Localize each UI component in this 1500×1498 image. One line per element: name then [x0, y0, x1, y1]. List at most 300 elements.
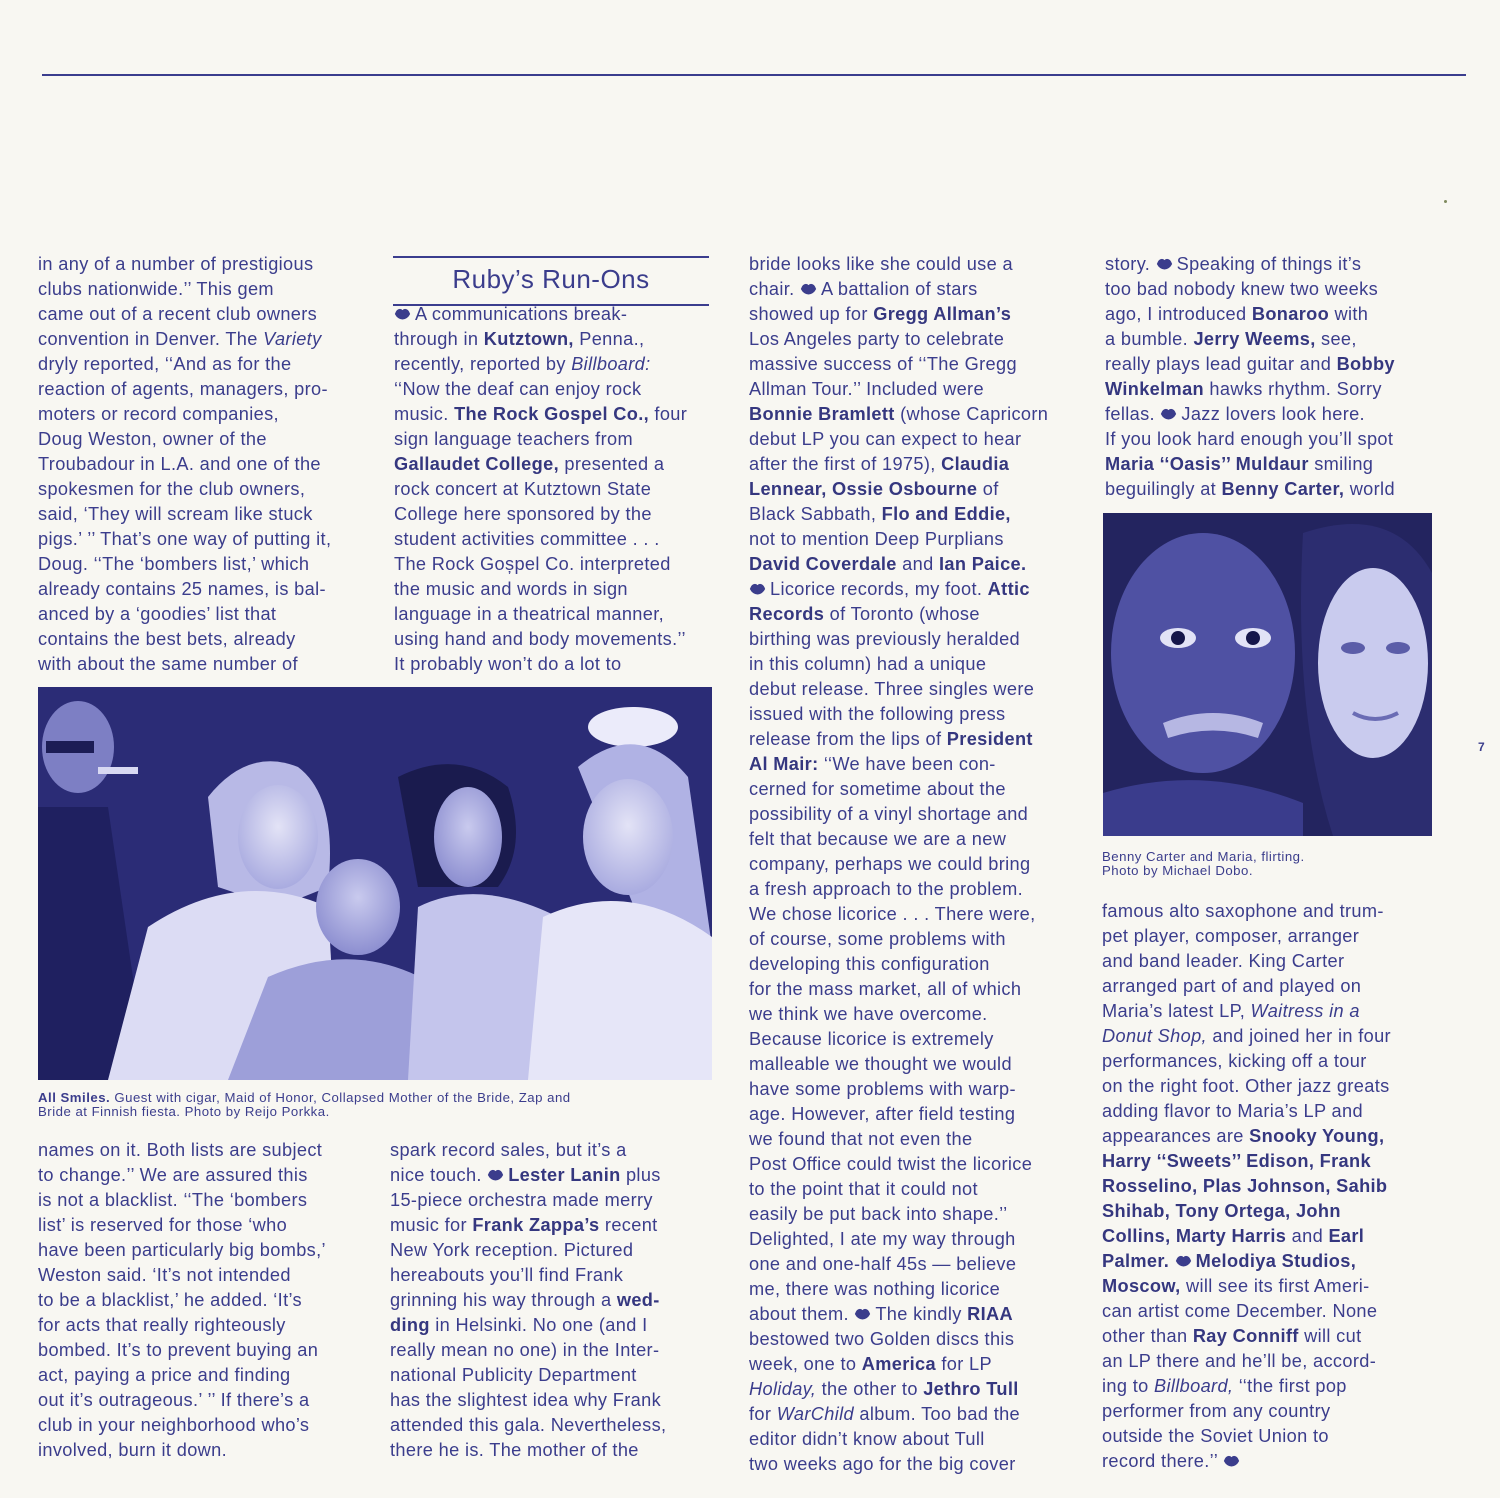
- text-segment: recent: [599, 1215, 658, 1235]
- text-segment: release from the lips of: [749, 729, 947, 749]
- lips-icon: [1223, 1454, 1240, 1468]
- text-line: [749, 977, 1021, 1001]
- text-segment: Post Office could twist the licorice: [749, 1154, 1033, 1174]
- text-line: [749, 802, 1028, 826]
- lips-icon: [749, 582, 766, 596]
- text-segment: for acts that really righteously: [38, 1315, 286, 1335]
- text-line: [390, 1163, 661, 1187]
- text-line: [749, 1202, 1008, 1226]
- text-line: [749, 427, 1021, 451]
- text-line: [390, 1438, 639, 1462]
- text-line: [749, 727, 1033, 751]
- text-line: [1102, 1199, 1341, 1223]
- text-line: [749, 852, 1030, 876]
- text-segment: birthing was previously heralded: [749, 629, 1021, 649]
- italic-title: Billboard,: [1154, 1376, 1234, 1396]
- text-segment: famous alto saxophone and trum-: [1102, 901, 1384, 921]
- print-speck: [1444, 200, 1447, 203]
- text-line: [749, 502, 1011, 526]
- text-line: [749, 952, 990, 976]
- text-line: [38, 402, 279, 426]
- italic-title: Holiday,: [749, 1379, 817, 1399]
- text-line: [749, 452, 1009, 476]
- text-line: [38, 252, 313, 276]
- text-segment: It probably won’t do a lot to: [394, 654, 622, 674]
- photo-all-smiles-caption: [38, 1091, 571, 1119]
- text-line: [749, 1027, 994, 1051]
- text-segment: ‘‘We have been con-: [818, 754, 996, 774]
- text-segment: debut LP you can expect to hear: [749, 429, 1022, 449]
- bold-name: Moscow,: [1102, 1276, 1181, 1296]
- text-segment: came out of a recent club owners: [38, 304, 318, 324]
- text-line: [749, 1427, 985, 1451]
- text-segment: the other to: [816, 1379, 924, 1399]
- text-line: [1102, 949, 1344, 973]
- text-line: [749, 627, 1020, 651]
- text-segment: a fresh approach to the problem.: [749, 879, 1024, 899]
- text-line: [394, 427, 633, 451]
- text-line: [394, 627, 686, 651]
- text-segment: Jazz lovers look here.: [1181, 404, 1365, 424]
- text-line: [38, 527, 331, 551]
- text-line: [1102, 1399, 1330, 1423]
- text-line: [1105, 277, 1378, 301]
- text-line: [1102, 1299, 1377, 1323]
- text-segment: me, there was nothing licorice: [749, 1279, 1001, 1299]
- text-line: [749, 702, 1006, 726]
- text-segment: New York reception. Pictured: [390, 1240, 634, 1260]
- text-segment: club in your neighborhood who’s: [38, 1415, 310, 1435]
- bold-name: Al Mair:: [749, 754, 819, 774]
- text-segment: and joined her in four: [1206, 1026, 1391, 1046]
- bold-name: Gallaudet College,: [394, 454, 559, 474]
- photo-benny-carter-maria: [1103, 513, 1432, 836]
- text-segment: have some problems with warp-: [749, 1079, 1016, 1099]
- text-segment: in any of a number of prestigious: [38, 254, 314, 274]
- text-line: [394, 377, 641, 401]
- text-segment: with: [1329, 304, 1369, 324]
- lips-icon: [800, 282, 817, 296]
- bold-name: The Rock Gospel Co.,: [454, 404, 650, 424]
- text-segment: developing this configuration: [749, 954, 990, 974]
- photo-benny-carter-caption: [1102, 850, 1305, 878]
- text-segment: list’ is reserved for those ‘who: [38, 1215, 288, 1235]
- lips-icon: [1160, 407, 1177, 421]
- text-line: [1102, 974, 1361, 998]
- caption-line-1: Benny Carter and Maria, flirting.: [1102, 849, 1305, 864]
- text-line: [38, 627, 296, 651]
- bold-name: Ian Paice.: [938, 554, 1027, 574]
- bold-name: Frank Zappa’s: [472, 1215, 600, 1235]
- text-line: [1102, 1224, 1364, 1248]
- text-segment: and: [896, 554, 939, 574]
- text-segment: chair.: [749, 279, 800, 299]
- text-segment: recently, reported by: [394, 354, 572, 374]
- text-line: [390, 1188, 653, 1212]
- text-line: [394, 352, 651, 376]
- text-segment: for the mass market, all of which: [749, 979, 1022, 999]
- text-segment: convention in Denver. The: [38, 329, 264, 349]
- text-segment: not to mention Deep Purplians: [749, 529, 1004, 549]
- text-line: [1102, 1074, 1390, 1098]
- text-line: [749, 1402, 1020, 1426]
- text-segment: to be a blacklist,’ he added. ‘It’s: [38, 1290, 302, 1310]
- text-line: [38, 1363, 291, 1387]
- text-segment: ‘‘the first pop: [1233, 1376, 1347, 1396]
- text-line: [749, 277, 978, 301]
- text-segment: outside the Soviet Union to: [1102, 1426, 1329, 1446]
- text-line: [749, 252, 1013, 276]
- text-line: [390, 1238, 633, 1262]
- italic-title: Donut Shop,: [1102, 1026, 1207, 1046]
- text-segment: will cut: [1298, 1326, 1362, 1346]
- text-segment: Weston said. ‘It’s not intended: [38, 1265, 291, 1285]
- text-segment: Los Angeles party to celebrate: [749, 329, 1005, 349]
- text-segment: names on it. Both lists are subject: [38, 1140, 323, 1160]
- text-segment: spokesmen for the club owners,: [38, 479, 306, 499]
- text-segment: the music and words in sign: [394, 579, 628, 599]
- text-line: [1102, 899, 1384, 923]
- text-line: [390, 1388, 661, 1412]
- text-line: [38, 1263, 291, 1287]
- text-segment: ‘‘Now the deaf can enjoy rock: [394, 379, 642, 399]
- bold-name: Bonaroo: [1251, 304, 1330, 324]
- bold-name: Attic: [987, 579, 1030, 599]
- text-line: [749, 352, 1017, 376]
- top-rule: [42, 74, 1466, 76]
- text-segment: bestowed two Golden discs this: [749, 1329, 1015, 1349]
- bold-name: wed-: [616, 1290, 660, 1310]
- text-segment: editor didn’t know about Tull: [749, 1429, 985, 1449]
- bold-name: Claudia: [941, 454, 1010, 474]
- bold-name: Jerry Weems,: [1193, 329, 1316, 349]
- text-segment: clubs nationwide.’’ This gem: [38, 279, 274, 299]
- text-segment: presented a: [558, 454, 665, 474]
- text-line: [1105, 302, 1368, 326]
- text-line: [1102, 1424, 1329, 1448]
- text-line: [1105, 252, 1361, 276]
- text-line: [749, 1252, 1016, 1276]
- text-line: [749, 677, 1034, 701]
- text-segment: anced by a ‘goodies’ list that: [38, 604, 277, 624]
- text-line: [38, 452, 321, 476]
- text-segment: felt that because we are a new: [749, 829, 1007, 849]
- bold-name: Collins, Marty Harris: [1102, 1226, 1287, 1246]
- text-segment: about them.: [749, 1304, 855, 1324]
- bold-name: ding: [390, 1315, 430, 1335]
- text-line: [1102, 1274, 1370, 1298]
- text-line: [749, 577, 1030, 601]
- lips-icon: [487, 1168, 504, 1182]
- text-segment: grinning his way through a: [390, 1290, 617, 1310]
- text-segment: for: [749, 1404, 777, 1424]
- text-line: [749, 1077, 1016, 1101]
- text-segment: bombed. It’s to prevent buying an: [38, 1340, 319, 1360]
- bold-name: Gregg Allman’s: [873, 304, 1012, 324]
- text-line: [1102, 924, 1359, 948]
- text-segment: Penna.,: [573, 329, 645, 349]
- bold-name: Jethro Tull: [923, 1379, 1019, 1399]
- text-segment: Because licorice is extremely: [749, 1029, 994, 1049]
- bold-name: Palmer.: [1102, 1251, 1170, 1271]
- text-line: [390, 1263, 623, 1287]
- text-line: [1105, 452, 1373, 476]
- text-line: [1102, 1449, 1244, 1473]
- text-segment: in Helsinki. No one (and I: [429, 1315, 648, 1335]
- text-line: [394, 302, 627, 326]
- text-line: [1105, 352, 1395, 376]
- text-line: [749, 1227, 1016, 1251]
- text-line: [1105, 402, 1365, 426]
- text-segment: ing to: [1102, 1376, 1154, 1396]
- text-segment: using hand and body movements.’’: [394, 629, 686, 649]
- text-line: [394, 452, 664, 476]
- text-line: [38, 577, 326, 601]
- text-segment: in this column) had a unique: [749, 654, 987, 674]
- text-line: [749, 1127, 972, 1151]
- text-segment: world: [1344, 479, 1395, 499]
- text-segment: Doug Weston, owner of the: [38, 429, 267, 449]
- bold-name: Flo and Eddie,: [881, 504, 1011, 524]
- text-segment: we think we have overcome.: [749, 1004, 988, 1024]
- text-segment: other than: [1102, 1326, 1193, 1346]
- text-line: [749, 527, 1004, 551]
- text-segment: after the first of 1975),: [749, 454, 942, 474]
- text-segment: one and one-half 45s — believe: [749, 1254, 1017, 1274]
- text-segment: of course, some problems with: [749, 929, 1006, 949]
- bold-name: Benny Carter,: [1221, 479, 1345, 499]
- text-line: [390, 1338, 659, 1362]
- italic-title: Variety: [263, 329, 322, 349]
- text-segment: story.: [1105, 254, 1156, 274]
- text-segment: ago, I introduced: [1105, 304, 1252, 324]
- text-segment: said, ‘They will scream like stuck: [38, 504, 313, 524]
- text-segment: really plays lead guitar and: [1105, 354, 1337, 374]
- text-segment: through in: [394, 329, 484, 349]
- text-segment: there he is. The mother of the: [390, 1440, 639, 1460]
- text-line: [1105, 477, 1395, 501]
- text-segment: with about the same number of: [38, 654, 298, 674]
- text-segment: of Toronto (whose: [824, 604, 980, 624]
- text-line: [749, 1327, 1014, 1351]
- caption-line-2: Bride at Finnish fiesta. Photo by Reijo Porkka.: [38, 1104, 330, 1119]
- bold-name: America: [861, 1354, 936, 1374]
- text-line: [38, 377, 328, 401]
- text-line: [38, 1413, 309, 1437]
- text-segment: issued with the following press: [749, 704, 1006, 724]
- text-segment: we found that not even the: [749, 1129, 973, 1149]
- text-line: [749, 552, 1026, 576]
- bold-name: Lester Lanin: [508, 1165, 621, 1185]
- lips-icon: [394, 307, 411, 321]
- bold-name: RIAA: [967, 1304, 1013, 1324]
- text-segment: of: [977, 479, 999, 499]
- text-line: [749, 327, 1004, 351]
- italic-title: Waitress in a: [1250, 1001, 1360, 1021]
- bold-name: Bonnie Bramlett: [749, 404, 895, 424]
- text-segment: reaction of agents, managers, pro-: [38, 379, 328, 399]
- text-segment: Allman Tour.’’ Included were: [749, 379, 984, 399]
- text-line: [749, 402, 1048, 426]
- bold-name: Snooky Young,: [1249, 1126, 1385, 1146]
- text-line: [749, 1302, 1013, 1326]
- column-heading-box: [393, 256, 709, 306]
- text-segment: We chose licorice . . . There were,: [749, 904, 1036, 924]
- text-segment: hereabouts you’ll find Frank: [390, 1265, 624, 1285]
- caption-bold-title: All Smiles.: [38, 1090, 111, 1105]
- text-segment: The kindly: [875, 1304, 968, 1324]
- text-line: [749, 1177, 978, 1201]
- text-segment: have been particularly big bombs,’: [38, 1240, 326, 1260]
- text-line: [394, 552, 671, 576]
- text-line: [749, 602, 980, 626]
- text-segment: arranged part of and played on: [1102, 976, 1362, 996]
- text-segment: performances, kicking off a tour: [1102, 1051, 1367, 1071]
- text-segment: is not a blacklist. ‘‘The ‘bombers: [38, 1190, 308, 1210]
- text-segment: Speaking of things it’s: [1176, 254, 1362, 274]
- text-line: [390, 1413, 666, 1437]
- text-line: [749, 1002, 988, 1026]
- text-segment: to the point that it could not: [749, 1179, 978, 1199]
- text-line: [390, 1313, 648, 1337]
- text-segment: national Publicity Department: [390, 1365, 637, 1385]
- bold-name: Rosselino, Plas Johnson, Sahib: [1102, 1176, 1388, 1196]
- text-segment: music.: [394, 404, 455, 424]
- text-line: [1102, 1249, 1356, 1273]
- text-line: [38, 1163, 308, 1187]
- text-segment: has the slightest idea why Frank: [390, 1390, 662, 1410]
- text-segment: College here sponsored by the: [394, 504, 652, 524]
- bold-name: President: [946, 729, 1033, 749]
- italic-title: Billboard:: [571, 354, 651, 374]
- text-segment: spark record sales, but it’s a: [390, 1140, 627, 1160]
- text-line: [749, 302, 1011, 326]
- text-segment: out it’s outrageous.’ ’’ If there’s a: [38, 1390, 310, 1410]
- text-line: [394, 577, 628, 601]
- bold-name: Bobby: [1336, 354, 1395, 374]
- text-segment: performer from any country: [1102, 1401, 1331, 1421]
- text-segment: nice touch.: [390, 1165, 488, 1185]
- text-segment: really mean no one) in the Inter-: [390, 1340, 660, 1360]
- text-segment: hawks rhythm. Sorry: [1204, 379, 1382, 399]
- bold-name: Earl: [1328, 1226, 1365, 1246]
- text-segment: week, one to: [749, 1354, 862, 1374]
- column-heading: Ruby’s Run-Ons: [452, 264, 650, 294]
- text-segment: 15-piece orchestra made merry: [390, 1190, 653, 1210]
- text-line: [390, 1288, 660, 1312]
- caption-line-2: Photo by Michael Dobo.: [1102, 863, 1254, 878]
- text-line: [390, 1213, 658, 1237]
- bold-name: David Coverdale: [749, 554, 897, 574]
- text-line: [749, 877, 1023, 901]
- text-line: [38, 1313, 286, 1337]
- text-line: [390, 1138, 627, 1162]
- text-line: [38, 1238, 326, 1262]
- text-segment: already contains 25 names, is bal-: [38, 579, 326, 599]
- text-segment: beguilingly at: [1105, 479, 1222, 499]
- text-segment: language in a theatrical manner,: [394, 604, 665, 624]
- bold-name: Winkelman: [1105, 379, 1204, 399]
- text-line: [749, 477, 999, 501]
- text-segment: (whose Capricorn: [894, 404, 1049, 424]
- text-line: [394, 477, 651, 501]
- text-line: [1102, 1349, 1376, 1373]
- text-segment: too bad nobody knew two weeks: [1105, 279, 1379, 299]
- text-line: [1105, 377, 1382, 401]
- photo-all-smiles-image: [38, 687, 712, 1080]
- text-line: [38, 552, 309, 576]
- text-line: [38, 1288, 302, 1312]
- text-segment: can artist come December. None: [1102, 1301, 1378, 1321]
- photo-all-smiles: [38, 687, 712, 1080]
- bold-name: Ray Conniff: [1192, 1326, 1299, 1346]
- text-segment: moters or record companies,: [38, 404, 279, 424]
- text-segment: contains the best bets, already: [38, 629, 296, 649]
- text-line: [38, 502, 313, 526]
- text-segment: cerned for sometime about the: [749, 779, 1006, 799]
- text-segment: act, paying a price and finding: [38, 1365, 291, 1385]
- text-segment: student activities committee . . .: [394, 529, 660, 549]
- bold-name: Melodiya Studios,: [1195, 1251, 1357, 1271]
- text-segment: and: [1286, 1226, 1329, 1246]
- text-segment: pigs.’ ’’ That’s one way of putting it,: [38, 529, 332, 549]
- bold-name: Lennear, Ossie Osbourne: [749, 479, 978, 499]
- text-segment: music for: [390, 1215, 473, 1235]
- text-segment: dryly reported, ‘‘And as for the: [38, 354, 292, 374]
- text-segment: smiling: [1308, 454, 1374, 474]
- text-line: [38, 477, 305, 501]
- text-segment: easily be put back into shape.’’: [749, 1204, 1008, 1224]
- text-line: [749, 752, 996, 776]
- bold-name: Harry ‘‘Sweets’’ Edison, Frank: [1102, 1151, 1371, 1171]
- text-line: [1102, 1324, 1362, 1348]
- text-line: [749, 1152, 1032, 1176]
- lips-icon: [854, 1307, 871, 1321]
- text-line: [1105, 427, 1393, 451]
- text-segment: massive success of ‘‘The Gregg: [749, 354, 1017, 374]
- text-line: [38, 302, 317, 326]
- text-segment: Delighted, I ate my way through: [749, 1229, 1016, 1249]
- text-segment: Black Sabbath,: [749, 504, 882, 524]
- text-segment: rock concert at Kutztown State: [394, 479, 652, 499]
- text-line: [38, 602, 276, 626]
- text-segment: possibility of a vinyl shortage and: [749, 804, 1029, 824]
- text-line: [38, 1188, 307, 1212]
- photo-benny-carter-maria-image: [1103, 513, 1432, 836]
- text-line: [38, 352, 292, 376]
- text-line: [38, 327, 322, 351]
- text-line: [394, 602, 664, 626]
- text-line: [749, 1352, 992, 1376]
- text-line: [38, 1438, 227, 1462]
- text-line: [749, 1102, 1015, 1126]
- text-segment: debut release. Three singles were: [749, 679, 1035, 699]
- text-segment: on the right foot. Other jazz greats: [1102, 1076, 1390, 1096]
- text-line: [394, 527, 660, 551]
- text-line: [749, 1452, 1016, 1476]
- text-line: [38, 1388, 309, 1412]
- text-line: [1102, 999, 1360, 1023]
- text-line: [38, 1213, 287, 1237]
- text-line: [38, 427, 267, 451]
- text-segment: showed up for: [749, 304, 874, 324]
- text-line: [1102, 1149, 1371, 1173]
- text-segment: album. Too bad the: [853, 1404, 1021, 1424]
- text-line: [749, 777, 1006, 801]
- text-segment: malleable we thought we would: [749, 1054, 1012, 1074]
- text-line: [394, 402, 687, 426]
- page-number: 7: [1478, 740, 1485, 754]
